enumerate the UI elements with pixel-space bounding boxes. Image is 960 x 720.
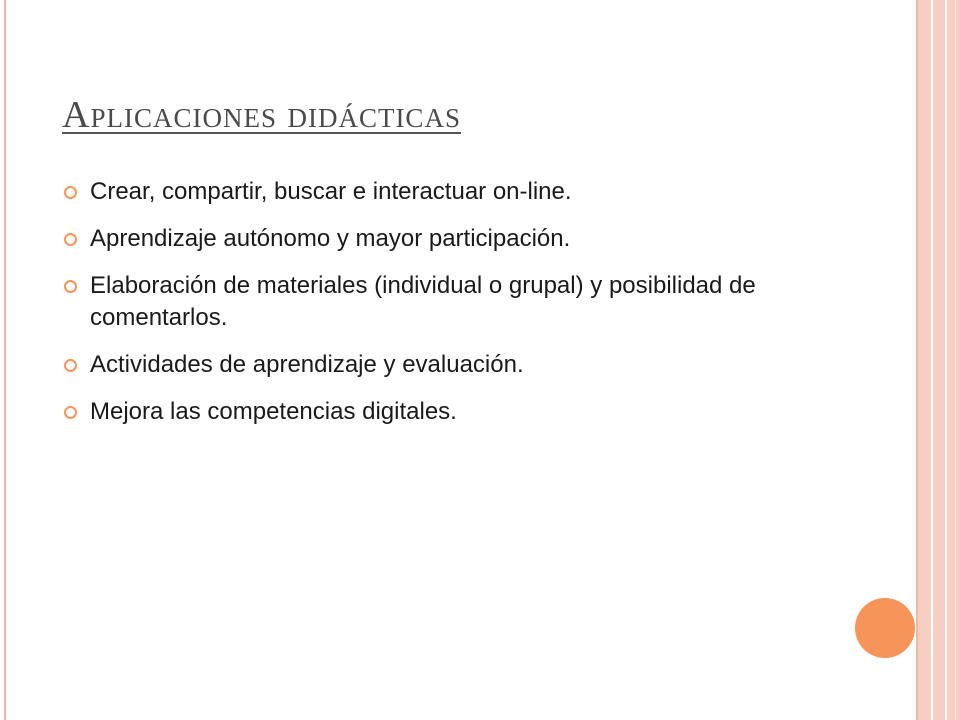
bullet-circle-icon xyxy=(64,233,77,246)
side-decoration-line xyxy=(931,0,933,720)
side-decoration-band xyxy=(918,0,960,720)
bullet-text: Actividades de aprendizaje y evaluación. xyxy=(90,351,524,378)
list-item xyxy=(62,270,822,334)
side-decoration-line xyxy=(945,0,947,720)
accent-circle-decoration xyxy=(855,598,915,658)
bullet-text: Aprendizaje autónomo y mayor participación. xyxy=(90,225,571,252)
bullet-circle-icon xyxy=(64,406,77,419)
list-item xyxy=(62,396,822,428)
list-item xyxy=(62,349,822,381)
bullet-circle-icon xyxy=(64,186,77,199)
bullet-list xyxy=(62,176,822,443)
slide-title: Aplicaciones didácticas xyxy=(62,94,461,136)
bullet-text: Crear, compartir, buscar e interactuar on-line. xyxy=(90,178,572,205)
list-item xyxy=(62,176,822,208)
bullet-circle-icon xyxy=(64,359,77,372)
bullet-text: Mejora las competencias digitales. xyxy=(90,398,457,425)
bullet-text: Elaboración de materiales (individual o grupal) y posibilidad de comentarlos. xyxy=(90,272,756,331)
list-item xyxy=(62,223,822,255)
bullet-circle-icon xyxy=(64,280,77,293)
side-decoration-line xyxy=(955,0,956,720)
